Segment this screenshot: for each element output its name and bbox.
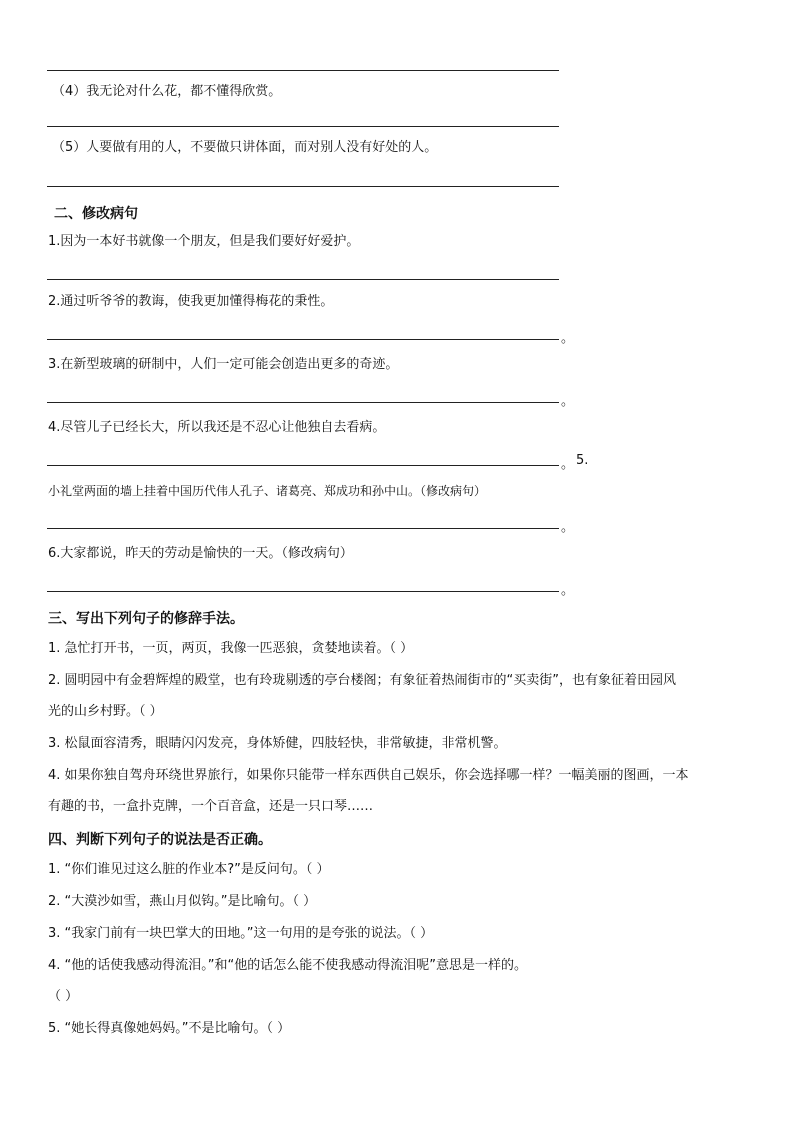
part3-question-2-line2: 光的山乡村野。（ ） xyxy=(48,704,163,719)
part4-question-4-line1: 4. “他的话使我感动得流泪。”和“他的话怎么能不使我感动得流泪呢”意思是一样的。 xyxy=(48,958,527,973)
period-mark: 。 xyxy=(561,583,575,598)
answer-line[interactable] xyxy=(47,70,559,71)
part4-question-4-line2: （ ） xyxy=(48,989,79,1004)
part2-question-5-number: 5. xyxy=(576,453,589,468)
period-mark: 。 xyxy=(561,457,575,472)
section-heading-3: 三、写出下列句子的修辞手法。 xyxy=(48,611,244,627)
part3-question-2-line1: 2. 圆明园中有金碧辉煌的殿堂，也有玲珑剔透的亭台楼阁；有象征着热闹街市的“买卖街”，也有象征着田园风 xyxy=(48,673,677,688)
part3-question-4-line1: 4. 如果你独自驾舟环绕世界旅行，如果你只能带一样东西供自己娱乐，你会选择哪一样？一幅美丽的图画，一本 xyxy=(48,768,689,783)
period-mark: 。 xyxy=(561,394,575,409)
part2-question-5: 小礼堂两面的墙上挂着中国历代伟人孔子、诸葛亮、郑成功和孙中山。（修改病句） xyxy=(48,484,487,498)
period-mark: 。 xyxy=(561,331,575,346)
part2-question-3: 3.在新型玻璃的研制中，人们一定可能会创造出更多的奇迹。 xyxy=(48,357,399,372)
answer-line[interactable] xyxy=(47,279,559,280)
answer-line[interactable] xyxy=(47,339,559,340)
answer-line[interactable] xyxy=(47,402,559,403)
part1-question-4: （4）我无论对什么花，都不懂得欣赏。 xyxy=(52,84,282,99)
answer-line[interactable] xyxy=(47,126,559,127)
part3-question-3: 3. 松鼠面容清秀，眼睛闪闪发亮，身体矫健，四肢轻快，非常敏捷，非常机警。 xyxy=(48,736,507,751)
answer-line[interactable] xyxy=(47,186,559,187)
part4-question-1: 1. “你们谁见过这么脏的作业本?”是反问句。（ ） xyxy=(48,862,330,877)
part3-question-1: 1. 急忙打开书，一页，两页，我像一匹恶狼，贪婪地读着。（ ） xyxy=(48,641,414,656)
part3-question-4-line2: 有趣的书，一盒扑克牌，一个百音盒，还是一只口琴…… xyxy=(48,799,374,814)
part4-question-2: 2. “大漠沙如雪，燕山月似钩。”是比喻句。（ ） xyxy=(48,894,317,909)
part4-question-3: 3. “我家门前有一块巴掌大的田地。”这一句用的是夸张的说法。（ ） xyxy=(48,926,434,941)
part1-question-5: （5）人要做有用的人，不要做只讲体面，而对别人没有好处的人。 xyxy=(52,140,438,155)
answer-line[interactable] xyxy=(47,591,559,592)
part4-question-5: 5. “她长得真像她妈妈。”不是比喻句。（ ） xyxy=(48,1021,291,1036)
period-mark: 。 xyxy=(561,520,575,535)
part2-question-1: 1.因为一本好书就像一个朋友，但是我们要好好爱护。 xyxy=(48,234,360,249)
part2-question-4: 4.尽管儿子已经长大，所以我还是不忍心让他独自去看病。 xyxy=(48,420,386,435)
section-heading-4: 四、判断下列句子的说法是否正确。 xyxy=(48,832,272,848)
section-heading-2: 二、修改病句 xyxy=(54,206,138,222)
answer-line[interactable] xyxy=(47,465,559,466)
part2-question-2: 2.通过听爷爷的教诲，使我更加懂得梅花的秉性。 xyxy=(48,294,334,309)
part2-question-6: 6.大家都说，昨天的劳动是愉快的一天。（修改病句） xyxy=(48,546,353,561)
answer-line[interactable] xyxy=(47,528,559,529)
